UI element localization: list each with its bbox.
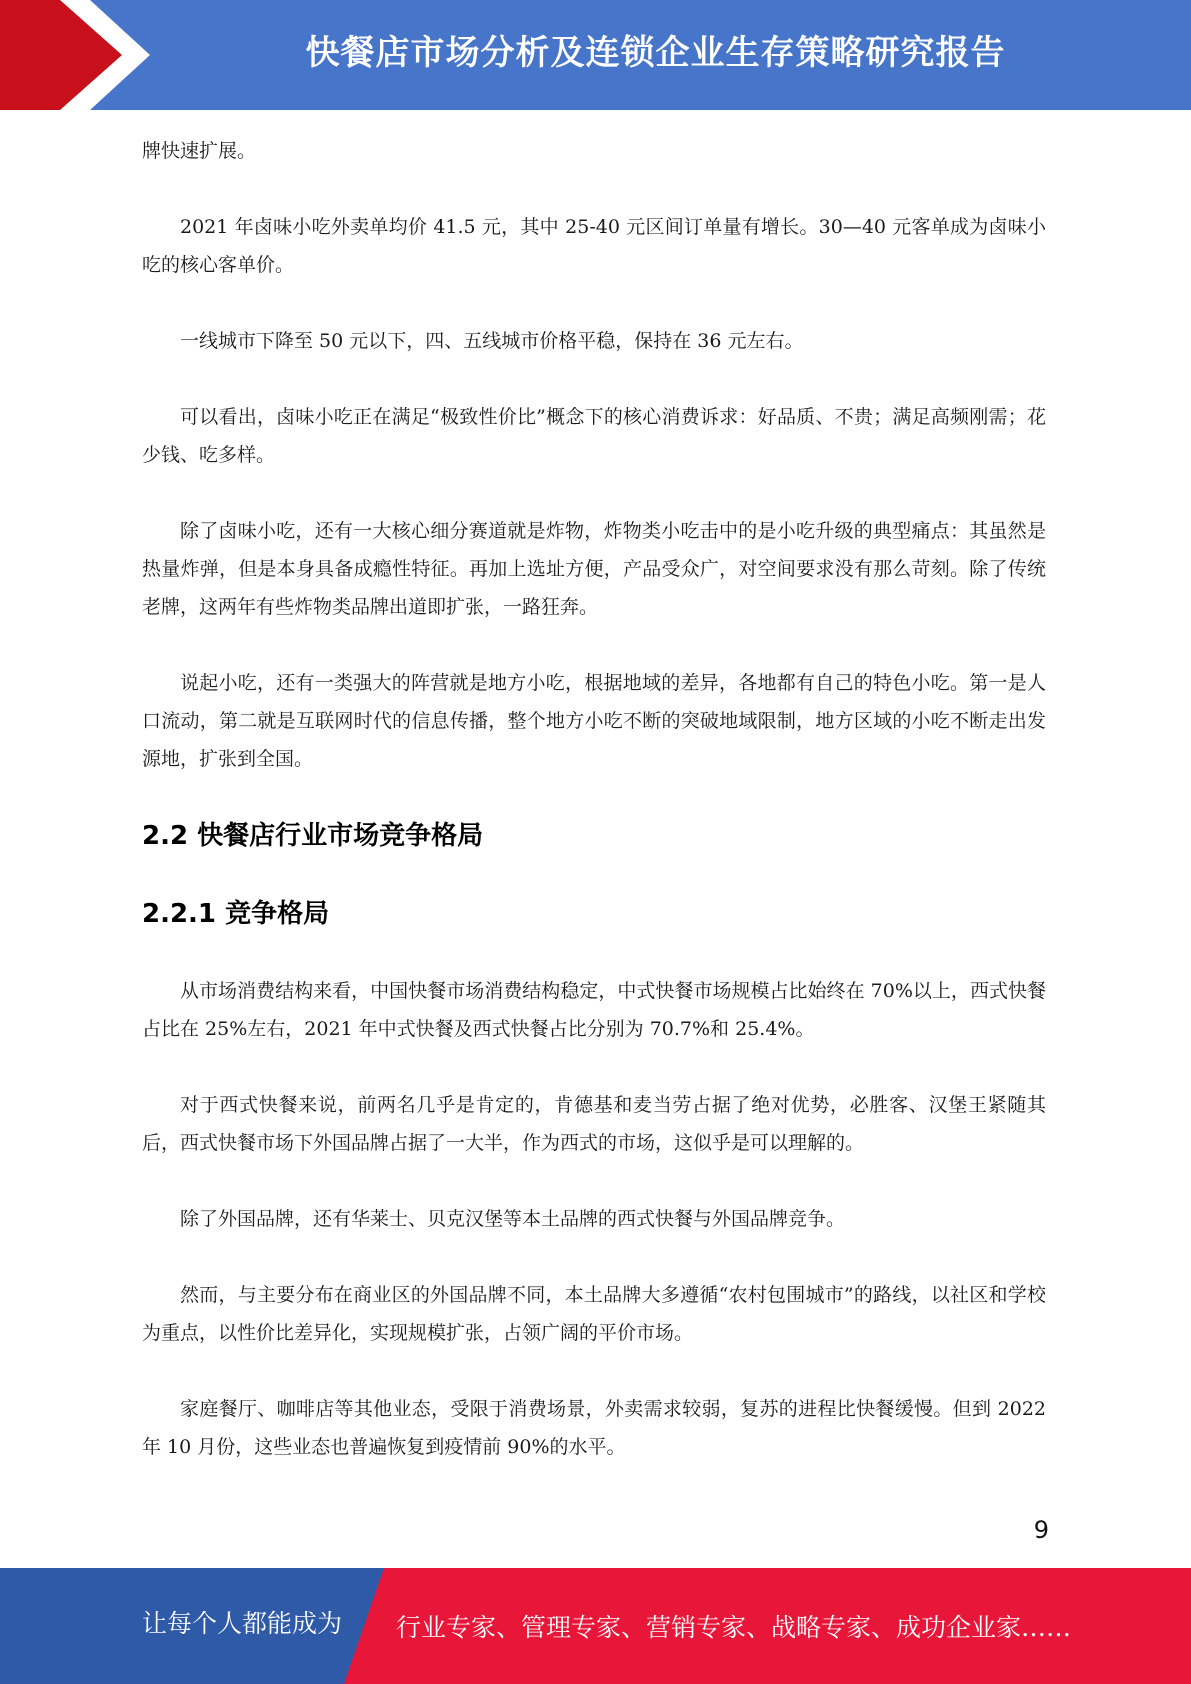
page-header xyxy=(0,0,1191,110)
report-title: 快餐店市场分析及连锁企业生存策略研究报告 xyxy=(305,33,1006,73)
paragraph: 对于西式快餐来说，前两名几乎是肯定的，肯德基和麦当劳占据了绝对优势，必胜客、汉堡王紧随其后，西式快餐市场下外国品牌占据了一大半，作为西式的市场，这似乎是可以理解的。 xyxy=(142,1094,1046,1154)
paragraph: 2021 年卤味小吃外卖单均价 41.5 元，其中 25-40 元区间订单量有增长。30—40 元客单成为卤味小吃的核心客单价。 xyxy=(142,216,1046,276)
paragraph: 从市场消费结构来看，中国快餐市场消费结构稳定，中式快餐市场规模占比始终在 70%以上，西式快餐占比在 25%左右，2021 年中式快餐及西式快餐占比分别为 70.7%和 25.4%。 xyxy=(142,980,1046,1040)
section-heading-2-2-1: 2.2.1 竞争格局 xyxy=(142,899,330,929)
paragraph: 一线城市下降至 50 元以下，四、五线城市价格平稳，保持在 36 元左右。 xyxy=(180,330,804,352)
section-heading-2-2: 2.2 快餐店行业市场竞争格局 xyxy=(142,821,484,851)
paragraph: 说起小吃，还有一类强大的阵营就是地方小吃，根据地域的差异，各地都有自己的特色小吃。第一是人口流动，第二就是互联网时代的信息传播，整个地方小吃不断的突破地域限制，地方区域的小吃不断走出发源地，扩张到全国。 xyxy=(142,672,1046,770)
page-content xyxy=(142,132,1046,1504)
footer-slogan-right: 行业专家、管理专家、营销专家、战略专家、成功企业家…… xyxy=(396,1613,1072,1642)
paragraph: 可以看出，卤味小吃正在满足“极致性价比”概念下的核心消费诉求：好品质、不贵；满足高频刚需；花少钱、吃多样。 xyxy=(142,406,1046,466)
page-footer xyxy=(0,1568,1191,1684)
paragraph: 家庭餐厅、咖啡店等其他业态，受限于消费场景，外卖需求较弱，复苏的进程比快餐缓慢。但到 2022 年 10 月份，这些业态也普遍恢复到疫情前 90%的水平。 xyxy=(142,1398,1046,1458)
page-number: 9 xyxy=(1033,1516,1049,1544)
footer-slogan-left: 让每个人都能成为 xyxy=(142,1609,343,1638)
paragraph: 然而，与主要分布在商业区的外国品牌不同，本土品牌大多遵循“农村包围城市”的路线，以社区和学校为重点，以性价比差异化，实现规模扩张，占领广阔的平价市场。 xyxy=(142,1284,1046,1344)
paragraph: 牌快速扩展。 xyxy=(142,140,257,162)
paragraph: 除了外国品牌，还有华莱士、贝克汉堡等本土品牌的西式快餐与外国品牌竞争。 xyxy=(180,1208,846,1230)
paragraph: 除了卤味小吃，还有一大核心细分赛道就是炸物，炸物类小吃击中的是小吃升级的典型痛点：其虽然是热量炸弹，但是本身具备成瘾性特征。再加上选址方便，产品受众广，对空间要求没有那么苛刻。除了传统老牌，这两年有些炸物类品牌出道即扩张，一路狂奔。 xyxy=(142,520,1046,618)
